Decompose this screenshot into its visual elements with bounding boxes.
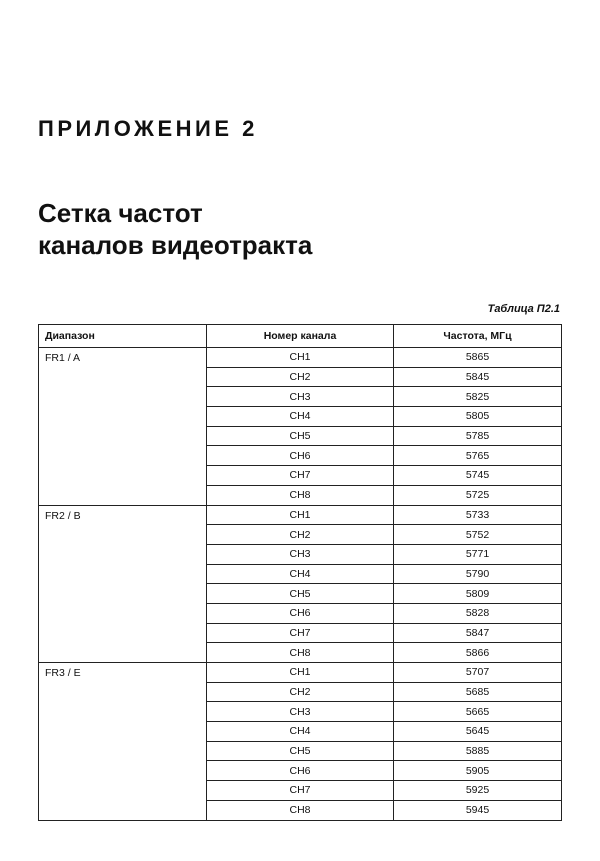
table-caption: Таблица П2.1 (487, 303, 560, 315)
channel-cell: CH3 (207, 702, 394, 722)
frequency-cell: 5665 (394, 702, 562, 722)
frequency-cell: 5865 (394, 348, 562, 368)
frequency-cell: 5866 (394, 643, 562, 663)
frequency-cell: 5905 (394, 761, 562, 781)
band-cell: FR1 / A (39, 348, 207, 506)
frequency-cell: 5771 (394, 544, 562, 564)
channel-cell: CH3 (207, 387, 394, 407)
channel-cell: CH1 (207, 348, 394, 368)
channel-cell: CH6 (207, 761, 394, 781)
frequency-cell: 5745 (394, 466, 562, 486)
frequency-cell: 5707 (394, 663, 562, 683)
table-row (39, 505, 562, 525)
channel-cell: CH1 (207, 505, 394, 525)
channel-cell: CH6 (207, 446, 394, 466)
frequency-table (38, 324, 562, 821)
channel-cell: CH5 (207, 741, 394, 761)
band-cell: FR3 / E (39, 663, 207, 821)
channel-cell: CH8 (207, 800, 394, 820)
channel-cell: CH5 (207, 584, 394, 604)
header-frequency: Частота, МГц (394, 325, 562, 348)
frequency-cell: 5685 (394, 682, 562, 702)
frequency-cell: 5885 (394, 741, 562, 761)
frequency-cell: 5845 (394, 367, 562, 387)
frequency-cell: 5752 (394, 525, 562, 545)
channel-cell: CH1 (207, 663, 394, 683)
frequency-cell: 5765 (394, 446, 562, 466)
table-body (39, 348, 562, 821)
frequency-cell: 5725 (394, 485, 562, 505)
channel-cell: CH2 (207, 367, 394, 387)
page-title (38, 197, 312, 261)
channel-cell: CH8 (207, 643, 394, 663)
title-line-1: Сетка частот (38, 198, 203, 228)
channel-cell: CH5 (207, 426, 394, 446)
channel-cell: CH7 (207, 623, 394, 643)
appendix-heading: ПРИЛОЖЕНИЕ 2 (38, 116, 258, 141)
channel-cell: CH3 (207, 544, 394, 564)
channel-cell: CH2 (207, 682, 394, 702)
frequency-cell: 5805 (394, 407, 562, 427)
frequency-cell: 5733 (394, 505, 562, 525)
table-row (39, 663, 562, 683)
frequency-cell: 5945 (394, 800, 562, 820)
channel-cell: CH7 (207, 781, 394, 801)
channel-cell: CH4 (207, 722, 394, 742)
header-band: Диапазон (39, 325, 207, 348)
frequency-cell: 5828 (394, 603, 562, 623)
table-header-row (39, 325, 562, 348)
channel-cell: CH8 (207, 485, 394, 505)
band-cell: FR2 / B (39, 505, 207, 663)
channel-cell: CH6 (207, 603, 394, 623)
frequency-cell: 5825 (394, 387, 562, 407)
channel-cell: CH7 (207, 466, 394, 486)
table-row (39, 348, 562, 368)
frequency-cell: 5925 (394, 781, 562, 801)
frequency-cell: 5847 (394, 623, 562, 643)
title-line-2: каналов видеотракта (38, 230, 313, 260)
channel-cell: CH2 (207, 525, 394, 545)
channel-cell: CH4 (207, 407, 394, 427)
frequency-cell: 5790 (394, 564, 562, 584)
frequency-cell: 5645 (394, 722, 562, 742)
frequency-cell: 5809 (394, 584, 562, 604)
channel-cell: CH4 (207, 564, 394, 584)
header-channel: Номер канала (207, 325, 394, 348)
frequency-cell: 5785 (394, 426, 562, 446)
